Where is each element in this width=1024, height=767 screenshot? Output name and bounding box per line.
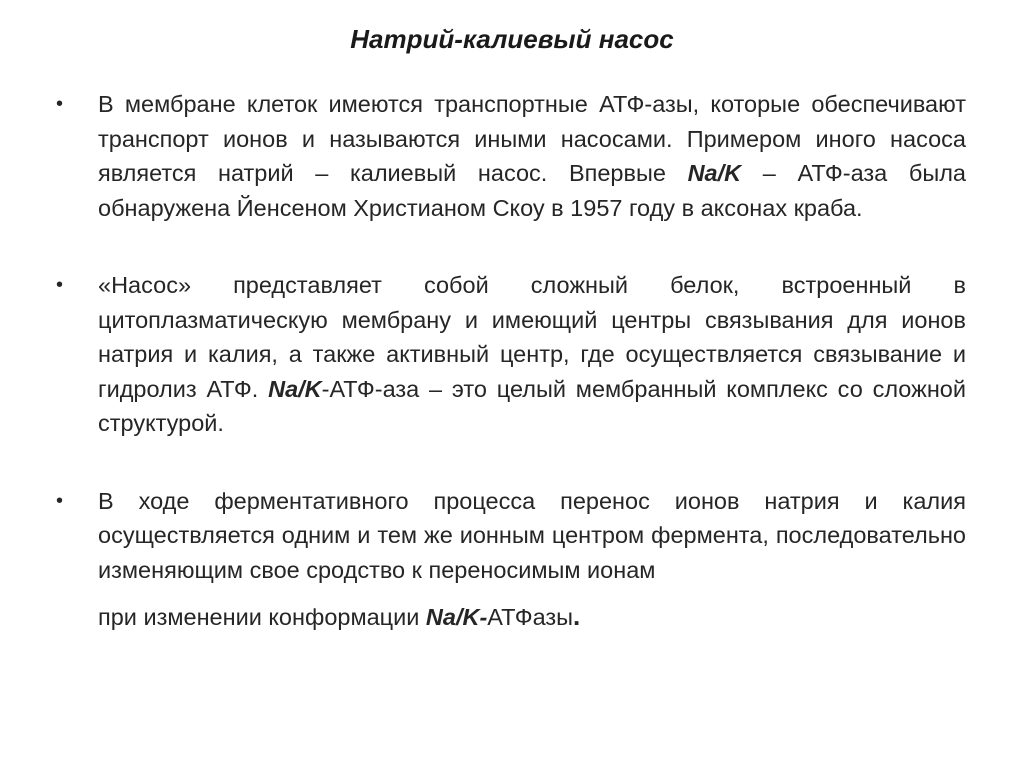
final-period: . [573,601,581,631]
bullet-text [98,484,966,588]
text-run: -АТФ-аза – это целый мембранный комплекс со сложной структурой. [98,375,967,436]
text-run: АТФазы [487,604,574,630]
text-run: – АТФ-аза была обнаружена Йенсеном Христианом Скоу в 1957 году в аксонах краба. [98,160,967,221]
text-run: «Насос» представляет собой сложный белок, встроенный в цитоплазматическую мембрану и имеющий центры связывания для ионов натрия и калия, а также активный центр, где осуществляется связывание и гидролиз АТФ. [98,272,966,402]
bullet-marker: • [56,93,64,115]
bullet-item [56,268,966,441]
bullet-text [98,268,966,441]
bullet-text [98,87,966,225]
na-k-emphasis: Na/K [687,160,742,186]
na-k-emphasis: Na/K- [425,604,488,630]
bullet-item [56,484,966,635]
text-run: В ходе ферментативного процесса перенос ионов натрия и калия осуществляется одним и тем же ионным центром фермента, последовательно изменяющим свое сродство к переносимым ионам [98,487,966,583]
text-run: при изменении конформации [98,604,426,630]
slide-title: Натрий-калиевый насос [350,24,674,54]
bullet-marker: • [56,489,64,512]
na-k-emphasis: Na/K [268,375,322,402]
bullet-last-line [98,599,966,635]
bullet-list [56,87,966,635]
bullet-item [56,87,966,225]
text-run: В мембране клеток имеются транспортные АТФ-азы, которые обеспечивают транспорт ионов и называются иными насосами. Примером иного насоса является натрий – калиевый насос. Впервые [98,91,966,186]
bullet-marker: • [56,274,64,296]
